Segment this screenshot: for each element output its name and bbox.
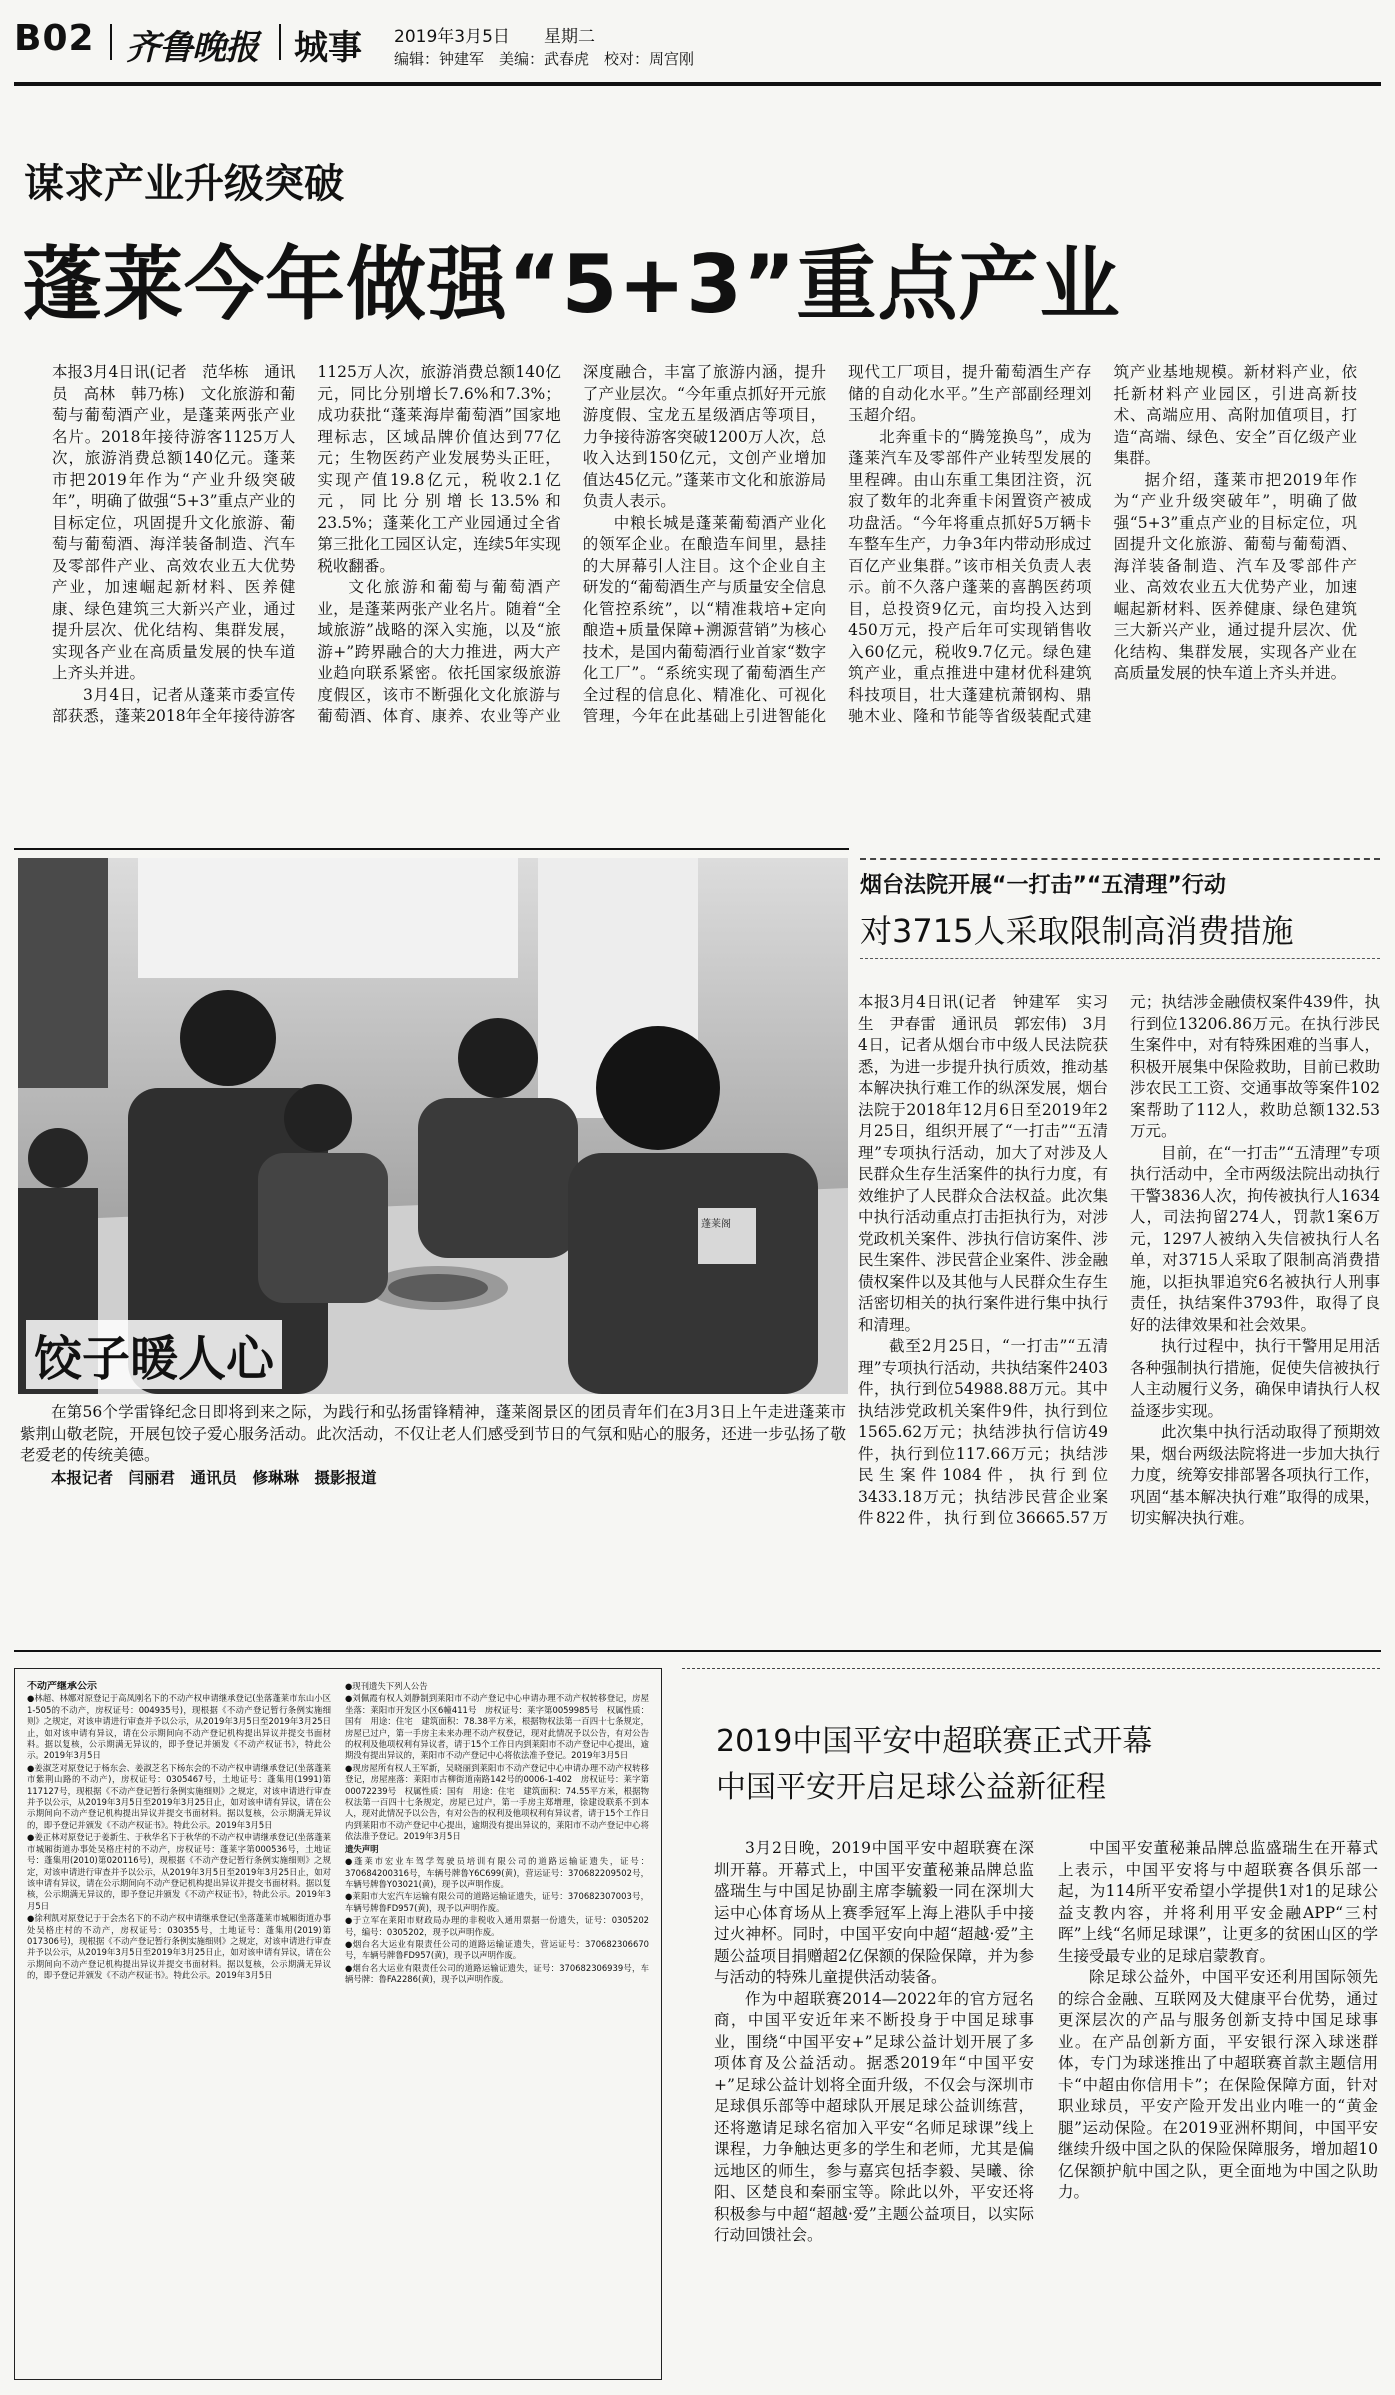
court-kicker: 烟台法院开展“一打击”“五清理”行动: [860, 873, 1226, 898]
issue-date: 2019年3月5日: [394, 27, 510, 47]
notice-item: ●刘佩霞有权人刘静制到莱阳市不动产登记中心申请办理不动产权转移登记，房屋坐落：莱阳市开发区小区6幢411号 房权证号：莱字第0059985号 权属性质：国有 用途：住宅 建筑面积：78.38平方米，根据物权法第一百四十七条规定，房屋已过户，第一手房主未来办理不动产权登记，现对此情况予以公告，有对公告的权利及他项权利有异议者，请于15个工作日内到莱阳市不动产登记中心提出，逾期没有提出异议的，莱阳市不动产登记中心将依法准予登记。2019年3月5日: [345, 1693, 649, 1761]
photo-credit: 本报记者 闫丽君 通讯员 修琳琳 摄影报道: [51, 1467, 377, 1487]
lead-paragraph: 北奔重卡的“腾笼换鸟”，成为蓬莱汽车及零部件产业转型发展的里程碑。由山东重工集团注资，沉寂了数年的北奔重卡闲置资产被成功盘活。“今年将重点抓好5万辆卡车整车生产，力争3年内带动形成过百亿产业集群。”该市相关负责人表示。前不久落户蓬莱的喜鹊医药项目，总投资9亿元，亩均投入达到450万元，投产后年可实现销售收入60亿元，税收9.7亿元。绿色建筑产业，重点推进中建材优科建筑科技项目，壮大蓬建杭萧钢构、鼎驰木业、隆和节能等省级装配式建筑产业基地规模。新材料产业，依托新材料产业园区，引进高新技术、高端应用、高附加值项目，打造“高端、绿色、安全”百亿级产业集群。: [848, 363, 1357, 725]
notices-box: [14, 1668, 662, 2380]
notices-body: [27, 1681, 649, 2367]
football-paragraph: 除足球公益外，中国平安还利用国际领先的综合金融、互联网及大健康平台优势，通过更深层次的产品与服务创新支持中国足球事业。在产品创新方面，平安银行深入球迷群体，专门为球迷推出了中超联赛首款主题信用卡“中超由你信用卡”；在保险保障方面，针对职业球员，平安产险开发出业内唯一的“黄金腿”运动保险。在2019亚洲杯期间，中国平安继续升级中国之队的保险保障服务，增加超10亿保额护航中国之队，更全面地为中国之队助力。: [1058, 1968, 1378, 2201]
lead-paragraph: 文化旅游和葡萄与葡萄酒产业，是蓬莱两张产业名片。随着“全域旅游”战略的深入实施，以及“旅游+”跨界融合的大力推进，两大产业趋向联系紧密。依托国家级旅游度假区，该市不断强化文化旅游与葡萄酒、体育、康养、农业等产业深度融合，丰富了旅游内涵，提升了产业层次。“今年重点抓好开元旅游度假、宝龙五星级酒店等项目，力争接待游客突破1200万人次，总收入达到150亿元，文创产业增加值达45亿元。”蓬莱市文化和旅游局负责人表示。: [317, 363, 827, 725]
football-paragraph: 作为中超联赛2014—2022年的官方冠名商，中国平安近年来不断投身于中国足球事业，围绕“中国平安+”足球公益计划开展了多项体育及公益活动。据悉2019年“中国平安+”足球公益计划将全面升级，不仅会与深圳市足球俱乐部等中超球队开展足球公益训练营，还将邀请足球名宿加入平安“名师足球课”线上课程，力争触达更多的学生和老师，尤其是偏远地区的师生，参与嘉宾包括李毅、吴曦、徐阳、区楚良和秦丽宝等。除此以外，平安还将积极参与中超“超越·爱”主题公益项目，以实际行动回馈社会。: [714, 1989, 1034, 2244]
court-paragraph: 本报3月4日讯(记者 钟建军 实习生 尹春雷 通讯员 郭宏伟) 3月4日，记者从烟台市中级人民法院获悉，为进一步提升执行质效，推动基本解决执行难工作的纵深发展，烟台法院于2018年12月6日至2019年2月25日，组织开展了“一打击”“五清理”专项执行活动，加大了对涉及人民群众生存生活案件的执行力度，有效维护了人民群众合法权益。此次集中执行活动重点打击拒执行为，对涉党政机关案件、涉执行信访案件、涉民生案件、涉民营企业案件、涉金融债权案件以及其他与人民群众生存生活密切相关的执行案件进行集中执行和清理。: [858, 993, 1108, 1334]
court-paragraph: 目前，在“一打击”“五清理”专项执行活动中，全市两级法院出动执行干警3836人次，拘传被执行人1634人，司法拘留274人，罚款1案6万元，1297人被纳入失信被执行人名单，对3715人采取了限制高消费措施，以拒执罪追究6名被执行人刑事责任，执结案件3793件，取得了良好的法律效果和社会效果。: [1130, 1143, 1380, 1334]
notice-item: ●现刊遗失下列人公告: [345, 1681, 428, 1691]
lead-paragraph: 中粮长城是蓬莱葡萄酒产业化的领军企业。在酿造车间里，悬挂的大屏幕引人注目。这个企业自主研发的“葡萄酒生产与质量安全信息化管控系统”，以“精准栽培+定向酿造+质量保障+溯源营销”为核心技术，是国内葡萄酒行业首家“数字化工厂”。“系统实现了葡萄酒生产全过程的信息化、精准化、可视化管理，今年在此基础上引进智能化现代工厂项目，提升葡萄酒生产存储的自动化水平。”生产部副经理刘玉超介绍。: [582, 363, 1092, 725]
court-paragraph: 截至2月25日，“一打击”“五清理”专项执行活动，共执结案件2403件，执行到位54988.88万元。其中执结涉党政机关案件9件，执行到位1565.62万元；执结涉执行信访49件，执行到位117.66万元；执结涉民生案件1084件，执行到位3433.18万元；执结涉民营企业案件822件，执行到位36665.57万元；执结涉金融债权案件439件，执行到位13206.86万元。在执行涉民生案件中，对有特殊困难的当事人，积极开展集中保险救助，目前已救助涉农民工工资、交通事故等案件102案帮助了112人，救助总额132.53万元。: [858, 993, 1380, 1527]
issue-weekday: 星期二: [544, 27, 595, 47]
header-divider: [110, 24, 112, 60]
notice-item: ●莱阳市大宏汽车运输有限公司的道路运输证遗失，证号：370682307003号，车辆号牌鲁FD957(黄)，现予以声明作废。: [345, 1891, 649, 1913]
lead-paragraph: 本报3月4日讯(记者 范华栋 通讯员 高林 韩乃栋) 文化旅游和葡萄与葡萄酒产业，是蓬莱两张产业名片。2018年接待游客1125万人次，旅游消费总额140亿元。蓬莱市把2019年作为“产业升级突破年”，明确了做强“5+3”重点产业的目标定位，巩固提升文化旅游、葡萄与葡萄酒、海洋装备制造、汽车及零部件产业、高效农业五大优势产业，加速崛起新材料、医养健康、绿色建筑三大新兴产业，通过提升层次、优化结构、集群发展，实现各产业在高质量发展的快车道上齐头并进。: [52, 363, 296, 682]
section-rule: [14, 848, 849, 850]
header-rule: [14, 82, 1381, 86]
football-paragraph: 3月2日晚，2019中国平安中超联赛在深圳开幕。开幕式上，中国平安董秘兼品牌总监盛瑞生与中国足协副主席李毓毅一同在深圳大运中心体育场从上赛季冠军上海上港队手中接过火神杯。同时，中国平安向中超“超越·爱”主题公益项目捐赠超2亿保额的保险保障，并为参与活动的特殊儿童提供活动装备。: [714, 1839, 1034, 1986]
notice-item: ●蓬莱市宏业车驾学驾驶员培训有限公司的道路运输证遗失，证号：370684200316号，车辆号牌鲁Y6C699(黄)，营运证号：370682209502号，车辆号牌鲁Y03021(黄)，现予以声明作废。: [345, 1856, 649, 1889]
court-top-dash: [860, 858, 1380, 860]
notice-item: 遗失声明: [345, 1843, 379, 1854]
notice-item: ●现房屋所有权人王军新，吴晓丽到莱阳市不动产登记中心申请办理不动产权转移登记，房屋座落：莱阳市古柳街道南路142号的0006-1-402 房权证号：莱字第00072239号 权属性质：国有 用途：住宅 建筑面积：74.55平方米，根据物权法第一百四十七条规定，房屋已过户，第一手房主郑增理，徐建设联系不到本人，现对此情况予以公告，有对公告的权利及他项权利有异议者，请于15个工作日内到莱阳市不动产登记中心提出，逾期没有提出异议的，莱阳市不动产登记中心将依法准予登记。2019年3月5日: [345, 1762, 649, 1842]
photo-caption: [20, 1402, 846, 1488]
notice-item: ●姜正林对原登记于姜新生、于秋华名下于秋华的不动产权申请继承登记(坐落蓬莱市城厢街道办事处吴格庄村的不动产，房权证号：蓬莱字第000536号，土地证号：蓬集用(2010)第020116号)，现根据《不动产登记暂行条例实施细则》之规定，对该申请进行审查并予以公示，从2019年3月5日至2019年3月25日止，如对该申请有异议，请在公示期间向不动产登记机构提出异议并提交书面材料。据以复核，公示期满无异议的，即予登记并颁发《不动产权证书》，特此公示。2019年3月5日: [27, 1832, 331, 1911]
court-headline: 对3715人采取限制高消费措施: [860, 912, 1294, 950]
football-headline-1: 2019中国平安中超联赛正式开幕: [716, 1724, 1153, 1759]
paper-logo: 齐鲁晚报: [126, 28, 258, 68]
staff-credits: 编辑：钟建军 美编：武春虎 校对：周宫刚: [394, 50, 695, 68]
lead-kicker: 谋求产业升级突破: [24, 161, 344, 207]
notice-item: ●姜淑芝对原登记于杨东会、姜淑芝名下杨东会的不动产权申请继承登记(坐落蓬莱市紫荆山路的不动产)，房权证号：0305467号，土地证号：蓬集用(1991)第117127号，现根据《不动产登记暂行条例实施细则》之规定，对该申请进行审查并予以公示，从2019年3月5日至2019年3月25日止，如对该申请有异议，请在公示期间向不动产登记机构提出异议并提交书面材料。据以复核，公示期满无异议的，即予登记并颁发《不动产权证书》。特此公示。2019年3月5日: [27, 1762, 331, 1830]
court-article-body: [858, 992, 1380, 1652]
header-divider: [279, 24, 281, 60]
football-headline-2: 中国平安开启足球公益新征程: [716, 1770, 1106, 1805]
photo-illustration: [18, 858, 848, 1394]
notice-item: ●烟台名大运业有限责任公司的道路运输证遗失，证号：370682306939号，车辆号牌：鲁FA2286(黄)，现予以声明作废。: [345, 1962, 649, 1985]
lead-paragraph: 据介绍，蓬莱市把2019年作为“产业升级突破年”，明确了做强“5+3”重点产业的目标定位，巩固提升文化旅游、葡萄与葡萄酒、海洋装备制造、汽车及零部件产业、高效农业五大优势产业，加速崛起新材料、医养健康、绿色建筑三大新兴产业，通过提升层次、优化结构、集群发展，实现各产业在高质量发展的快车道上齐头并进。: [1113, 470, 1357, 682]
lead-paragraph: 3月4日，记者从蓬莱市委宣传部获悉，蓬莱2018年全年接待游客1125万人次，旅游消费总额140亿元，同比分别增长7.6%和7.3%；成功获批“蓬莱海岸葡萄酒”国家地理标志，区域品牌价值达到77亿元；生物医药产业发展势头正旺，实现产值19.8亿元，税收2.1亿元，同比分别增长13.5%和23.5%；蓬莱化工产业园通过全省第三批化工园区认定，连续5年实现税收翻番。: [52, 363, 561, 725]
court-paragraph: 此次集中执行活动取得了预期效果，烟台两级法院将进一步加大执行力度，统筹安排部署各项执行工作，巩固“基本解决执行难”取得的成果，切实解决执行难。: [1130, 1423, 1380, 1527]
vest-logo-text: 蓬莱阁: [701, 1219, 731, 1230]
court-paragraph: 执行过程中，执行干警用足用活各种强制执行措施，促使失信被执行人主动履行义务，确保申请执行人权益逐步实现。: [1130, 1337, 1380, 1420]
photo-caption-text: 在第56个学雷锋纪念日即将到来之际，为践行和弘扬雷锋精神，蓬莱阁景区的团员青年们在3月3日上午走进蓬莱市紫荆山敬老院，开展包饺子爱心服务活动。此次活动，不仅让老人们感受到节日的气氛和贴心的服务，还进一步弘扬了敬老爱老的传统美德。: [20, 1403, 846, 1464]
bottom-section-rule: [14, 1650, 1381, 1652]
football-top-dash: [682, 1668, 1380, 1669]
lead-article-body: [52, 362, 1357, 792]
notice-item: ●徐利凯对原登记于于会杰名下的不动产权申请继承登记(坐落蓬莱市城厢街道办事处吴格庄村的不动产，房权证号：030355号，土地证号：蓬集用(2019)第017306号)，现根据《不动产登记暂行条例实施细则》之规定，对该申请进行审查并予以公示，从2019年3月5日至2019年3月25日止，如对该申请有异议，请在公示期间向不动产登记机构提出异议并提交书面材料。据以复核，公示期满无异议的，即予登记并颁发《不动产权证书》。特此公示。2019年3月5日: [27, 1913, 331, 1981]
page-header: [14, 14, 1380, 72]
notice-item: ●于立军在莱阳市财政局办理的非税收入通用票据一份遗失，证号：0305202号，编号：0305202，现予以声明作废。: [345, 1915, 649, 1937]
lead-headline: 蓬莱今年做强“5+3”重点产业: [22, 238, 1121, 331]
notice-item: ●林超、林娜对原登记于高凤刚名下的不动产权申请继承登记(坐落蓬莱市东山小区1-505的不动产，房权证号：004935号)，现根据《不动产登记暂行条例实施细则》之规定，对该申请进行审查并予以公示，从2019年3月5日至2019年3月25日止，如对该申请有异议，请在公示期间向不动产登记机构提出异议并提交书面材料。据以复核，公示期满无异议的，即予登记并颁发《不动产权证书》，特此公示。2019年3月5日: [27, 1693, 331, 1761]
section-name: 城事: [294, 28, 362, 68]
notice-item: ●烟台名大运业有限责任公司的道路运输证遗失，营运证号：370682306670号，车辆号牌鲁FD957(黄)，现予以声明作废。: [345, 1938, 649, 1961]
page-number: B02: [14, 18, 95, 59]
dumpling-photo: [18, 858, 848, 1394]
notices-title: 不动产继承公示: [27, 1681, 97, 1692]
football-article-body: [714, 1838, 1378, 2378]
photo-caption-title: 饺子暖人心: [26, 1320, 282, 1389]
football-paragraph: 中国平安董秘兼品牌总监盛瑞生在开幕式上表示，中国平安将与中超联赛各俱乐部一起，为114所平安希望小学提供1对1的足球公益支教内容，并将利用平安金融APP“三村晖”上线“名师足球课”，让更多的贫困山区的学生接受最专业的足球启蒙教育。: [1058, 1839, 1378, 1965]
court-title-rule: [860, 958, 1380, 959]
